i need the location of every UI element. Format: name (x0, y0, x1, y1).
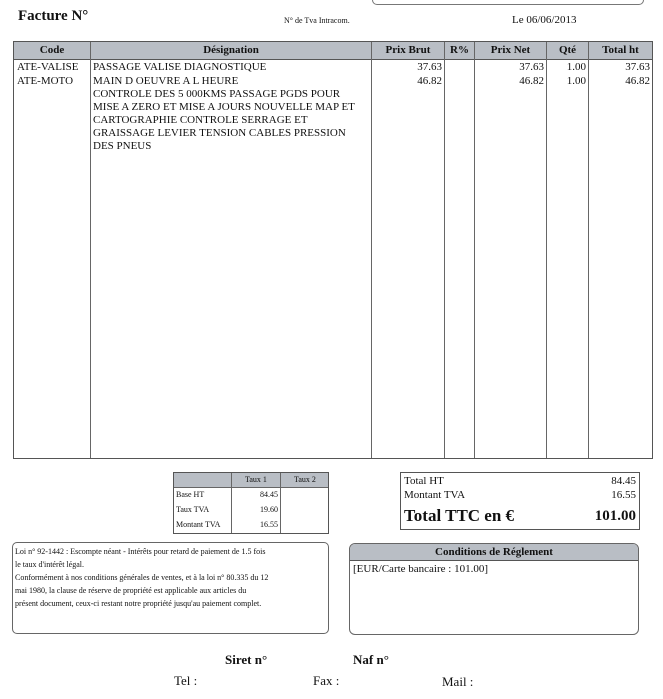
tva-intracom-label: N° de Tva Intracom. (284, 16, 350, 25)
vat-row-value: 16.55 (260, 520, 278, 529)
vat-row-label: Montant TVA (176, 520, 221, 529)
vat-row-label: Base HT (176, 490, 205, 499)
table-row-1-prix-brut: 37.63 (417, 61, 442, 73)
legal-line: mai 1980, la clause de réserve de propriété est applicable aux articles du (15, 586, 247, 595)
table-row-1-code: ATE-VALISE (17, 61, 79, 73)
total-ttc-value: 101.00 (594, 508, 636, 524)
header-total-ht: Total ht (602, 44, 639, 56)
montant-tva-label: Montant TVA (404, 489, 466, 501)
invoice-lines-table (13, 41, 653, 459)
vat-col-taux1: Taux 1 (245, 475, 267, 484)
column-divider (444, 42, 445, 458)
table-row-2-qte: 1.00 (566, 75, 586, 87)
table-row-1-qte: 1.00 (566, 61, 586, 73)
header-designation: Désignation (203, 44, 259, 56)
header-code: Code (39, 44, 65, 56)
header-prix-brut: Prix Brut (385, 44, 431, 56)
header-prix-net: Prix Net (490, 44, 531, 56)
total-ht-value: 84.45 (611, 475, 636, 487)
column-divider (371, 42, 372, 458)
column-divider (90, 42, 91, 458)
table-row-1-prix-net: 37.63 (519, 61, 544, 73)
vat-row-label: Taux TVA (176, 505, 210, 514)
legal-mentions (12, 542, 329, 634)
vat-row-value: 84.45 (260, 490, 278, 499)
top-frame (372, 0, 644, 5)
column-divider (588, 42, 589, 458)
payment-conditions-value: [EUR/Carte bancaire : 101.00] (353, 563, 489, 575)
column-divider (474, 42, 475, 458)
total-ht-label: Total HT (404, 475, 444, 487)
header-qte: Qté (558, 44, 577, 56)
table-row-1-designation: PASSAGE VALISE DIAGNOSTIQUE (93, 61, 267, 73)
header-remise: R% (450, 44, 469, 56)
legal-line: le taux d'intérêt légal. (15, 560, 84, 569)
legal-line: Loi n° 92-1442 : Escompte néant - Intérêts pour retard de paiement de 1.5 fois (15, 547, 266, 556)
vat-rates-table (173, 472, 329, 534)
column-divider (546, 42, 547, 458)
table-row-2-total-ht: 46.82 (625, 75, 650, 87)
payment-conditions-title: Conditions de Réglement (350, 544, 638, 561)
totals-box (400, 472, 640, 530)
table-row-2-designation: MAIN D OEUVRE A L HEURE CONTROLE DES 5 000KMS PASSAGE PGDS POUR MISE A ZERO ET MISE A JOURS NOUVELLE MAP ET CARTOGRAPHIE CONTROLE SERRAGE ET GRAISSAGE LEVIER TENSION CABLES PRESSION DES PNEUS (93, 75, 355, 152)
invoice-date: Le 06/06/2013 (512, 14, 577, 26)
table-row-1-total-ht: 37.63 (625, 61, 650, 73)
legal-line: présent document, ceux-ci restant notre propriété jusqu'au paiement complet. (15, 599, 262, 608)
montant-tva-value: 16.55 (611, 489, 636, 501)
table-row-2-prix-brut: 46.82 (417, 75, 442, 87)
mail-label: Mail : (442, 674, 474, 689)
payment-conditions (349, 543, 639, 635)
table-row-2-code: ATE-MOTO (17, 75, 74, 87)
legal-line: Conformément à nos conditions générales de ventes, et à la loi n° 80.335 du 12 (15, 573, 269, 582)
vat-row-value: 19.60 (260, 505, 278, 514)
invoice-title: Facture N° (18, 8, 89, 24)
siret-label: Siret n° (225, 652, 268, 667)
vat-col-taux2: Taux 2 (294, 475, 316, 484)
tel-label: Tel : (174, 673, 198, 688)
table-row-2-prix-net: 46.82 (519, 75, 544, 87)
naf-label: Naf n° (353, 652, 389, 667)
fax-label: Fax : (313, 673, 340, 688)
total-ttc-label: Total TTC en € (404, 506, 515, 525)
